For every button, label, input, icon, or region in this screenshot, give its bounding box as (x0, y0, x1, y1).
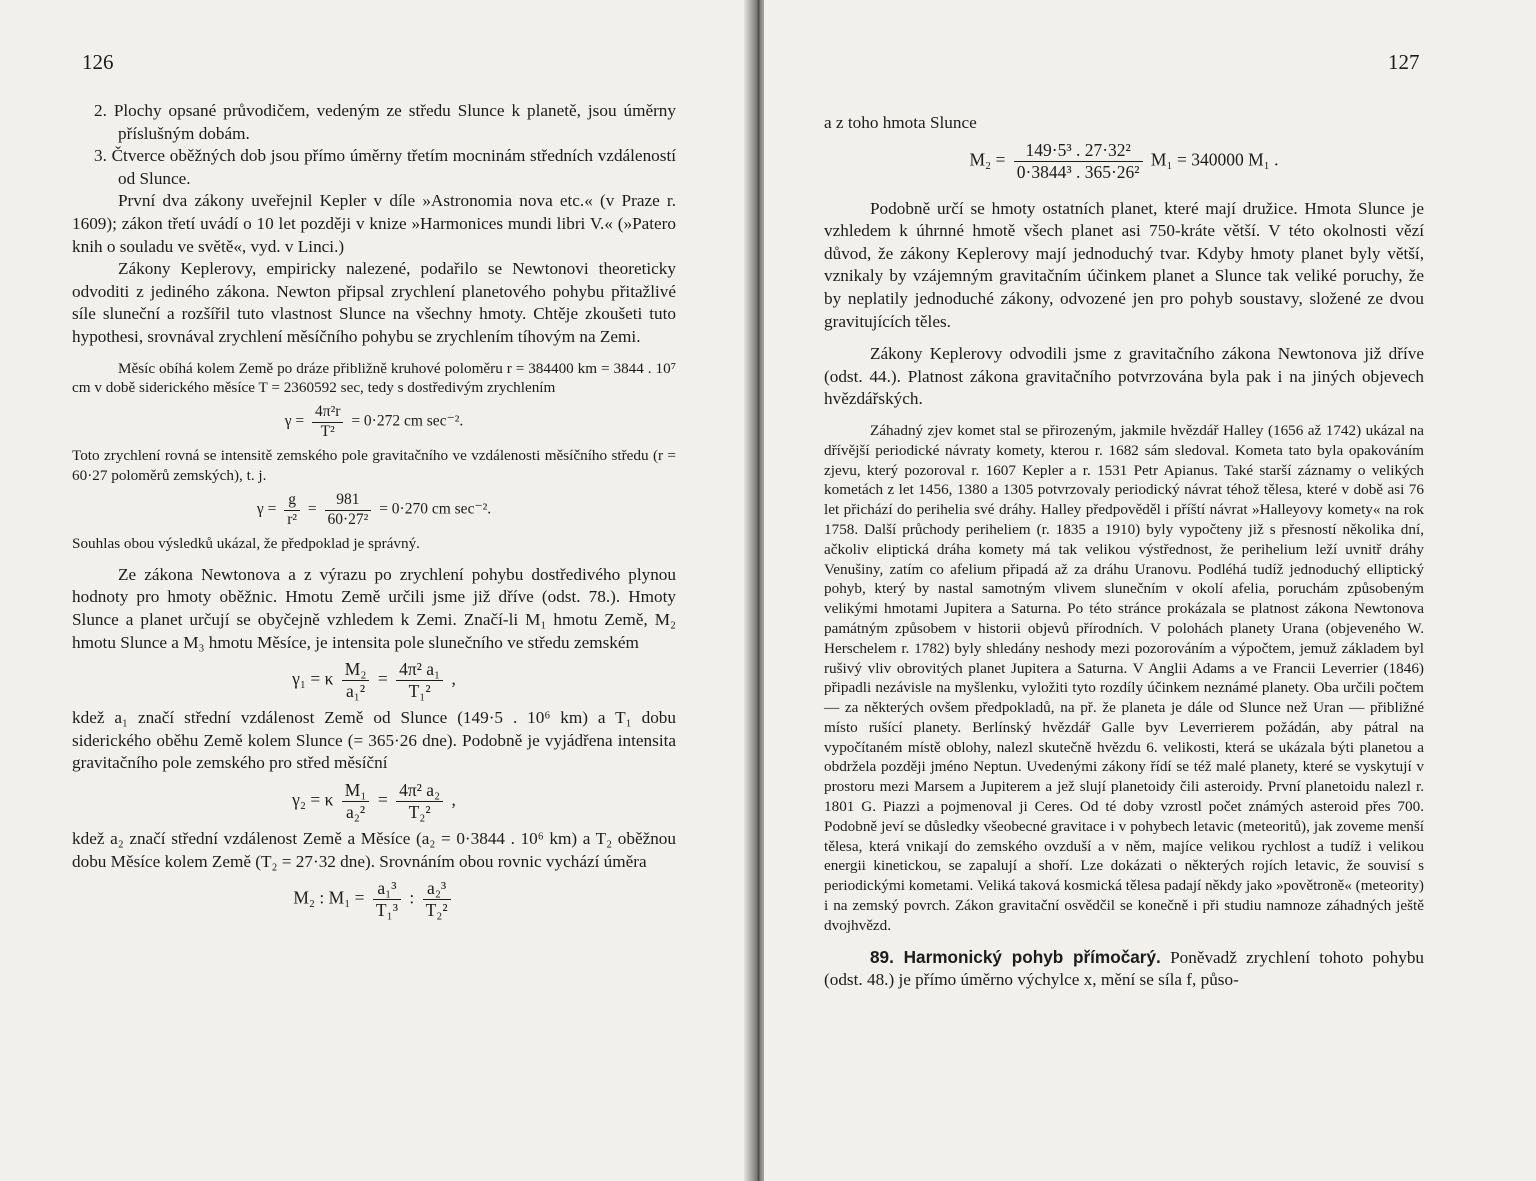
paragraph-earth-distance: kdež a₁ značí střední vzdálenost Země od Slunce (149·5 . 10⁶ km) a T₁ dobu siderického oběhu Země kolem Slunce (= 365·26 dne). Podobně je vyjádřena intensita gravitačního pole zemského pro střed měsíční (72, 708, 676, 773)
page-number: 127 (1388, 50, 1420, 74)
paragraph-moon-distance: kdež a₂ značí střední vzdálenost Země a Měsíce (a₂ = 0·3844 . 10⁶ km) a T₂ oběžnou dobu Měsíce kolem Země (T₂ = 27·32 dne). Srovnáním obou rovnic vychází úměra (72, 829, 676, 871)
equation-sun-field: γ₁ = κ $\frac{\text{M₂}}{\text{a₁²}}$ = $\frac{\text{4π² a₁}}{\text{T₁²}}$ , (292, 659, 456, 702)
page-number: 126 (82, 50, 114, 74)
paragraph-masses: Ze zákona Newtonova a z výrazu po zrychlení pohybu dostředivého plynou hodnoty pro hmoty oběžnic. Hmotu Země určili jsme již dříve (odst. 78.). Hmoty Slunce a planet určují se obyčejně vzhledem k Zemi. Značí-li M₁ hmotu Země, M₂ hmotu Slunce a M₃ hmotu Měsíce, je intensita pole slunečního ve středu zemském (72, 564, 676, 652)
section-title: 89. Harmonický pohyb přímočarý. (870, 946, 1161, 967)
left-text-column (72, 100, 676, 926)
paragraph-comets: Záhadný zjev komet stal se přirozeným, jakmile hvězdář Halley (1656 až 1742) ukázal na dřívější periodické návraty komety, kterou r. 1682 sám sledoval. Kometa tato byla opakováním zjevu, který pozoroval r. 1607 Kepler a r. 1531 Petr Apianus. Také starší záznamy o velikých kometách z let 1456, 1380 a 1305 potvrzovaly periodický návrat téhož tělesa, které v době asi 76 let přichází do perihelia své dráhy. Halley předpověděl i příští návrat »Halleyovy komety« na rok 1758. Další průchody periheliem (r. 1835 a 1910) byly vypočteny již s přesností několika dní, ačkoliv eliptická dráha komety má tak velikou výstřednost, že perihelium leží uvnitř dráhy Venušiny, zatím co afelium připadá až za dráhu Uranovu. Podléhá tudíž jednoduchý elliptický pohyb, který by nastal samotným vlivem slunečním v okolí afelia, poruchám způsobeným velikými hmotami Jupitera a Saturna. Po této stránce prokázala se platnost zákona Newtonova památným způsobem v historii objevů přírodních. V polohách planety Urana (objeveného W. Herschelem r. 1782) byly shledány neshody mezi pozorováním a výpočtem, jemuž základem byl rušivý vliv obrovitých planet Jupitera a Saturna. V Anglii Adams a ve Francii Leverrier (1846) připadli nezávisle na myšlenku, vyložiti tyto rozdíly účinkem neznámé planety. Oba určili počtem — za některých ovšem předpokladů, na př. že planeta je dále od Slunce než Uran — přibližné místo rušící planety. Berlínský hvězdář Galle byv Leverrierem požádán, aby pátral na vypočítaném místě oblohy, nalezl skutečně hvězdu 6. velikosti, která se ukázala býti planetou a obdržela později jméno Neptun. Uvedenými zákony řídí se též malé planety, které se vyskytují v prostoru mezi Marsem a Jupiterem a jež slují planetoidy čili asteroidy. První planetoidu nalezl r. 1801 G. Piazzi a pojmenoval ji Ceres. Od té doby vzrostl počet známých asteroid přes 700. Podobně jeví se důsledky všeobecné gravitace i v pohybech letavic (meteoritů), jak zoveme menší tělesa, která vnikají do zemského ovzduší a v něm, majíce velikou rychlost a tudíž i velikou energii kinetickou, se zapalují a shoří. Lze dokázati o některých rojích letavic, že souvisí s periodickými kometami. Veliká taková kosmická tělesa padají někdy jako »povětroně« (meteority) i na zemský povrch. Zákon gravitační osvědčil se konečně i při studiu namnoze záhadných ještě dvojhvězd. (824, 421, 1424, 934)
paragraph-sun-mass-intro: a z toho hmota Slunce (824, 113, 977, 132)
section-text: Poněvadž zrychlení tohoto pohybu (odst. 48.) je přímo úměrno výchylce x, mění se síla f, půso- (824, 947, 1425, 990)
equation-gravity-ratio: γ = $\frac{g}{\text{r²}}$ = $\frac{981}{\text{60·27²}}$ = 0·270 cm sec⁻². (256, 490, 492, 528)
paragraph-intensity: Toto zrychlení rovná se intensitě zemského pole gravitačního ve vzdálenosti měsíčního středu (r = 60·27 poloměrů zemských), t. j. (72, 447, 676, 485)
paragraph-planet-masses: Podobně určí se hmoty ostatních planet, které mají družice. Hmota Slunce je vzhledem k úhrnné hmotě všech planet asi 750-kráte větší. V této okolnosti vězí důvod, že zákony Keplerovy mají jednoduchý tvar. Kdyby hmoty planet byly větší, vznikaly by vzájemným gravitačním účinkem planet a Slunce tak veliké poruchy, že by neplatily jednoduché zákony, odvozené jen pro pohyb soustavy, složené ze dvou gravitujících těles. (824, 198, 1424, 331)
law-item-3: 3. Čtverce oběžných dob jsou přímo úměrny třetím mocninám středních vzdáleností od Slunce. (94, 146, 676, 188)
equation-mass-ratio: M₂ : M₁ = $\frac{\text{a₁³}}{\text{T₁³}}$ : $\frac{\text{a₂³}}{\text{T₂²}}$ (72, 878, 676, 921)
equation-centripetal: γ = $\frac{\text{4π²r}}{\text{T²}}$ = 0·272 cm sec⁻². (284, 403, 464, 440)
paragraph-moon-orbit: Měsíc obíhá kolem Země po dráze přibližně kruhové poloměru r = 384400 km = 3844 . 10⁷ cm v době siderického měsíce T = 2360592 sec, tedy s dostředivým zrychlením (72, 359, 676, 397)
equation-earth-field: γ₂ = κ $\frac{\text{M₁}}{\text{a₂²}}$ = $\frac{\text{4π² a₂}}{\text{T₂²}}$ , (292, 780, 456, 823)
paragraph-agreement: Souhlas obou výsledků ukázal, že předpoklad je správný. (72, 535, 420, 553)
right-page (764, 0, 1536, 1181)
law-item-2: 2. Plochy opsané průvodičem, vedeným ze středu Slunce k planetě, jsou úměrny příslušným dobám. (94, 101, 676, 143)
paragraph-newton: Zákony Keplerovy, empiricky nalezené, podařilo se Newtonovi theoreticky odvoditi z jediného zákona. Newton připsal zrychlení planetového pohybu přitažlivé síle sluneční a rozšířil tuto vlastnost Slunce na všechny hmoty. Chtěje zkoušeti tuto hypothesi, srovnával zrychlení měsíčního pohybu se zrychlením tíhovým na Zemi. (72, 259, 676, 346)
section-89 (824, 946, 1424, 992)
equation-sun-mass: M₂ = $\frac{\text{149·5³ . 27·32²}}{\text{0·3844³ . 365·26²}}$ M₁ = 340000 M₁ . (969, 139, 1279, 182)
paragraph-kepler-derived: Zákony Keplerovy odvodili jsme z gravitačního zákona Newtonova již dříve (odst. 44.). Platnost zákona gravitačního potvrzována byla pak i na jiných objevech hvězdářských. (824, 344, 1424, 409)
left-page (0, 0, 752, 1181)
paragraph-kepler: První dva zákony uveřejnil Kepler v díle »Astronomia nova etc.« (v Praze r. 1609); zákon třetí uvádí o 10 let později v knize »Harmonices mundi libri V.« (»Patero knih o souladu ve světě«, vyd. v Linci.) (72, 191, 676, 256)
right-text-column (824, 100, 1424, 992)
